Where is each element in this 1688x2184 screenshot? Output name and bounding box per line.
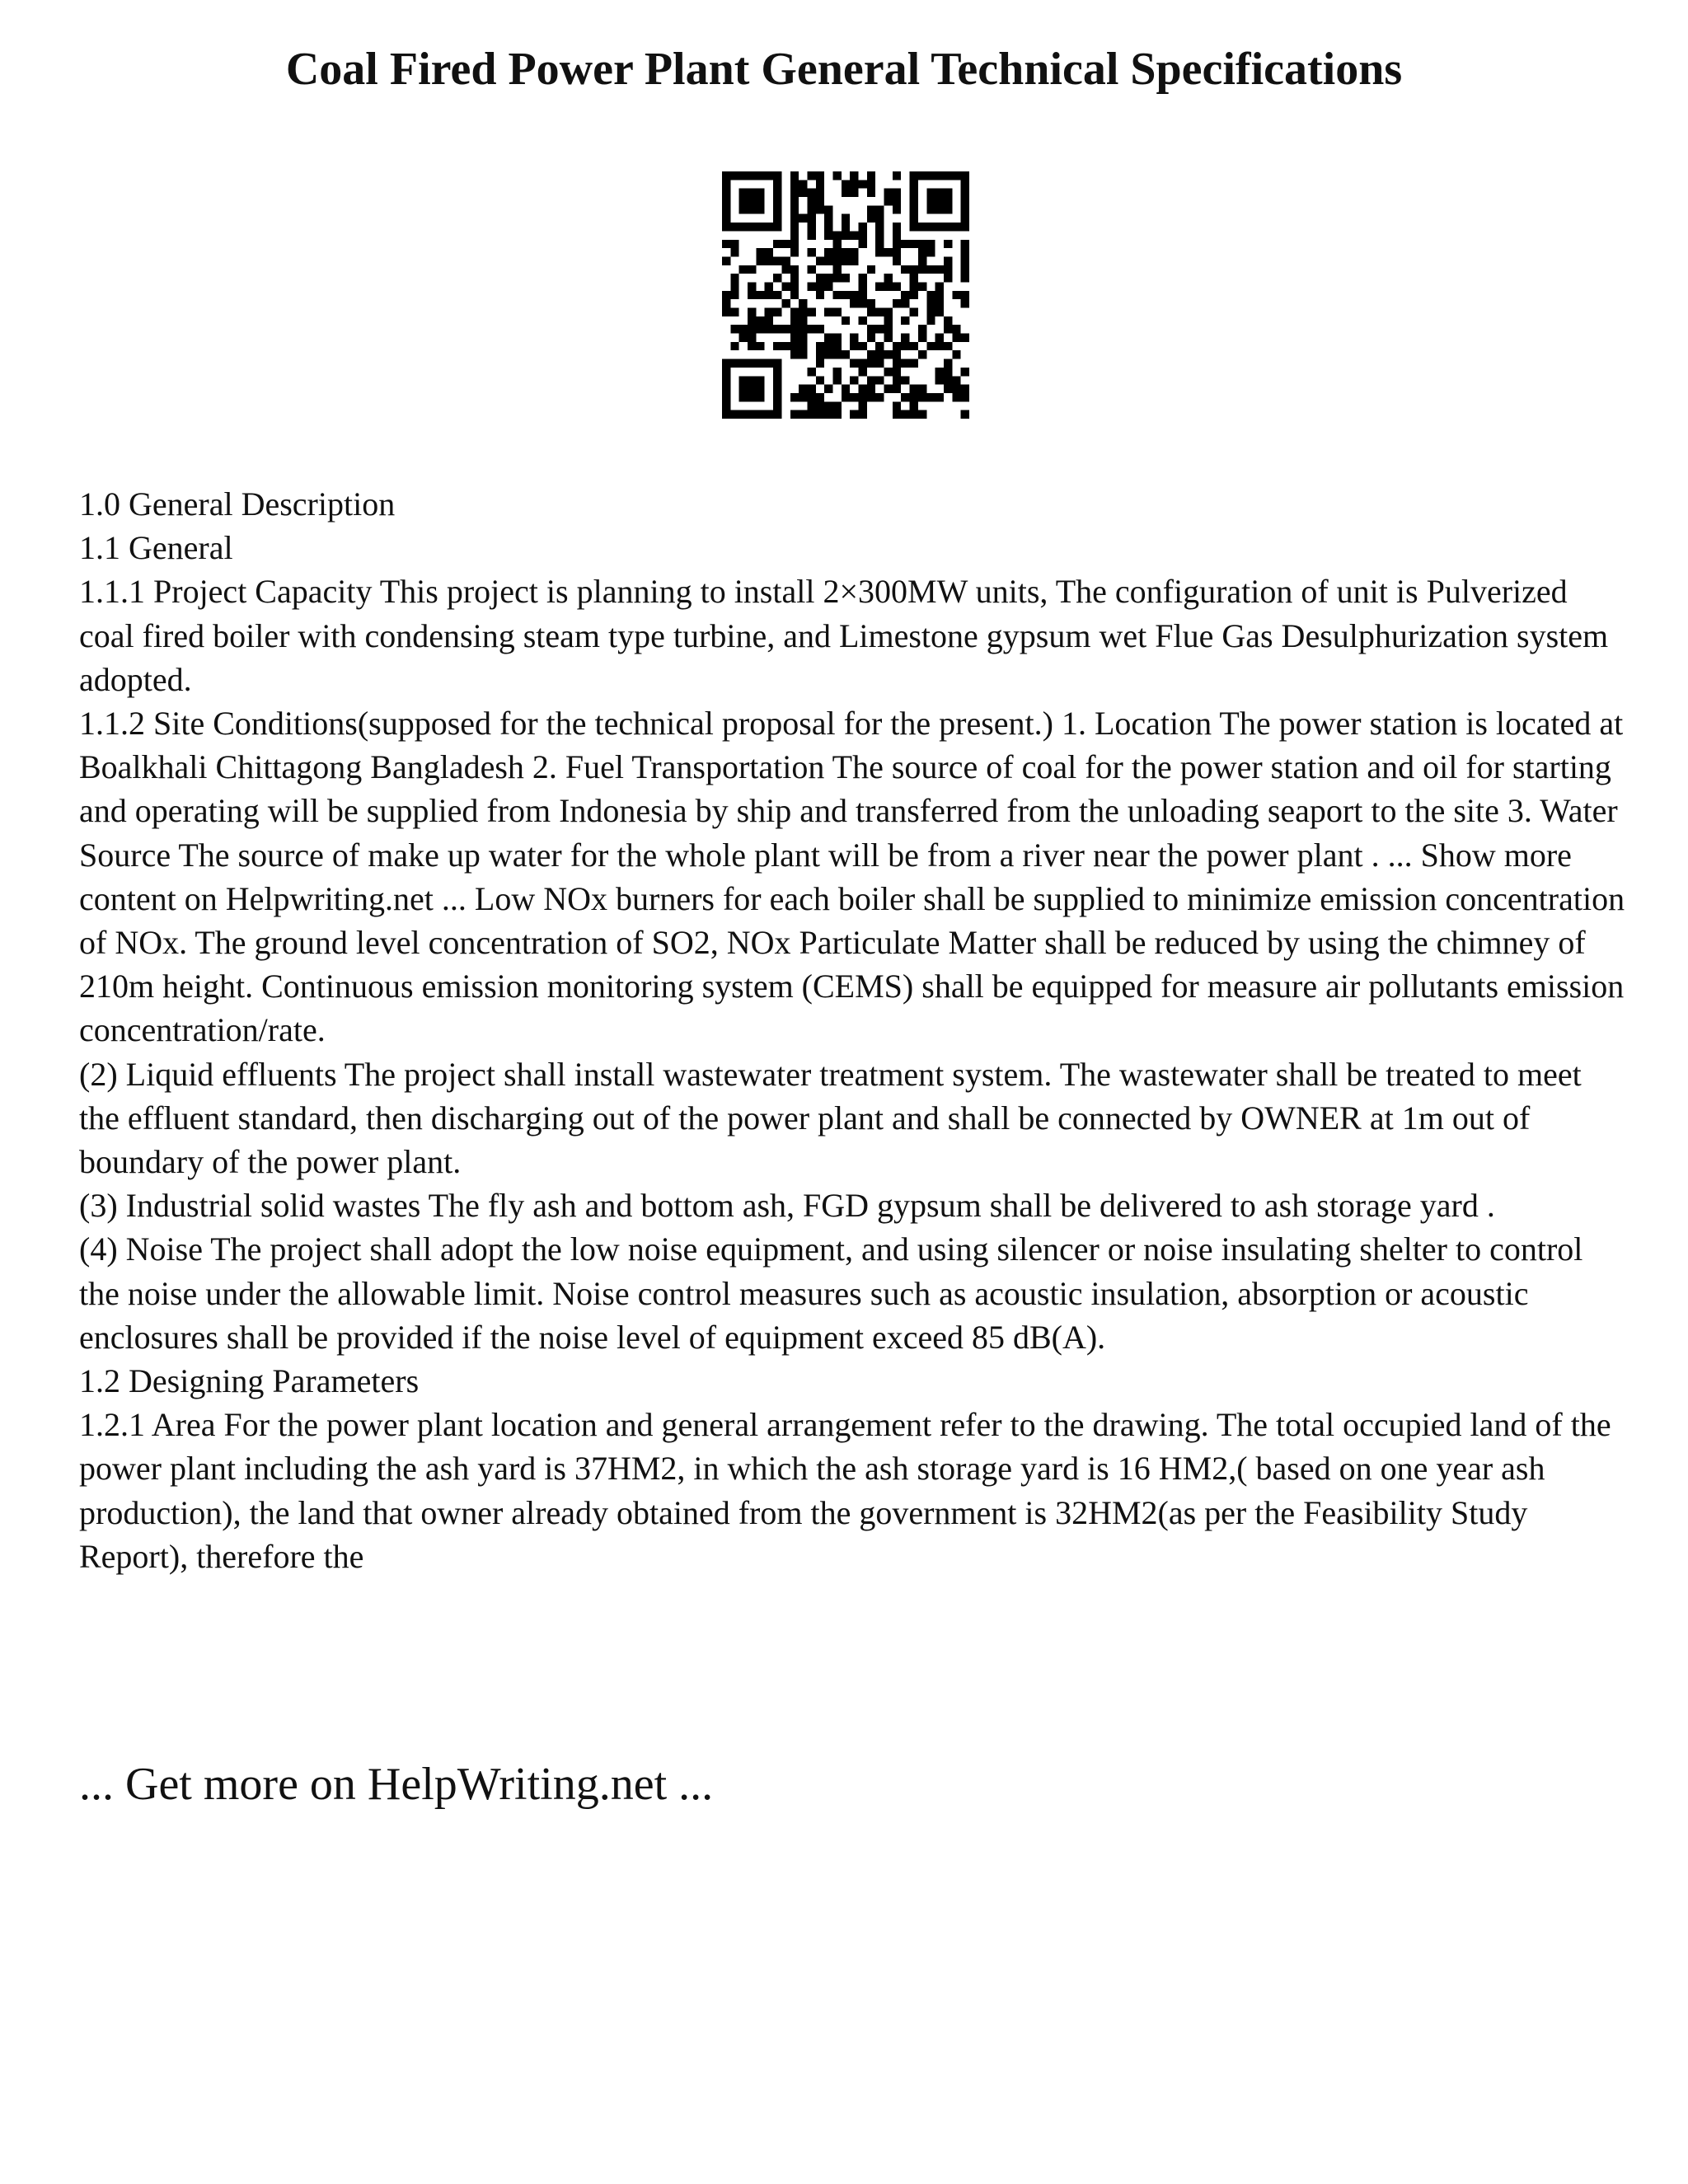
heading-general-description: 1.0 General Description [79, 485, 396, 523]
paragraph-noise: (4) Noise The project shall adopt the low noise equipment, and using silencer or noise insulating shelter to control the noise under the allowable limit. Noise control measures such as acoustic insulation, absorption or acoustic enclosures shall be provided if the noise level of equipment exceed 85 dB(A). [79, 1230, 1583, 1356]
qr-code [722, 171, 969, 419]
paragraph-solid-wastes: (3) Industrial solid wastes The fly ash and bottom ash, FGD gypsum shall be delivered to ash storage yard . [79, 1187, 1495, 1225]
document-title: Coal Fired Power Plant General Technical Specifications [285, 44, 1403, 95]
document-body [79, 482, 1629, 1578]
paragraph-area: 1.2.1 Area For the power plant location and general arrangement refer to the drawing. The total occupied land of the power plant including the ash yard is 37HM2, in which the ash storage yard is 16 HM2,( based on one year ash production), the land that owner already obtained from the government is 32HM2(as per the Feasibility Study Report), therefore the [79, 1406, 1611, 1575]
heading-general: 1.1 General [79, 529, 233, 567]
paragraph-project-capacity: 1.1.1 Project Capacity This project is planning to install 2×300MW units, The configuration of unit is Pulverized coal fired boiler with condensing steam type turbine, and Limestone gypsum wet Flue Gas Desulphurization system adopted. [79, 573, 1609, 698]
heading-designing-parameters: 1.2 Designing Parameters [79, 1362, 420, 1400]
get-more-link[interactable]: ... Get more on HelpWriting.net ... [79, 1759, 714, 1810]
paragraph-liquid-effluents: (2) Liquid effluents The project shall install wastewater treatment system. The wastewater shall be treated to meet the effluent standard, then discharging out of the power plant and shall be connected by OWNER at 1m out of boundary of the power plant. [79, 1055, 1582, 1181]
paragraph-site-conditions: 1.1.2 Site Conditions(supposed for the technical proposal for the present.) 1. Location The power station is located at Boalkhali Chittagong Bangladesh 2. Fuel Transportation The source of coal for the power station and oil for starting and operating will be supplied from Indonesia by ship and transferred from the unloading seaport to the site 3. Water Source The source of make up water for the whole plant will be from a river near the power plant . ... Show more content on Helpwriting.net ... Low NOx burners for each boiler shall be supplied to minimize emission concentration of NOx. The ground level concentration of SO2, NOx Particulate Matter shall be reduced by using the chimney of 210m height. Continuous emission monitoring system (CEMS) shall be equipped for measure air pollutants emission concentration/rate. [79, 705, 1625, 1049]
